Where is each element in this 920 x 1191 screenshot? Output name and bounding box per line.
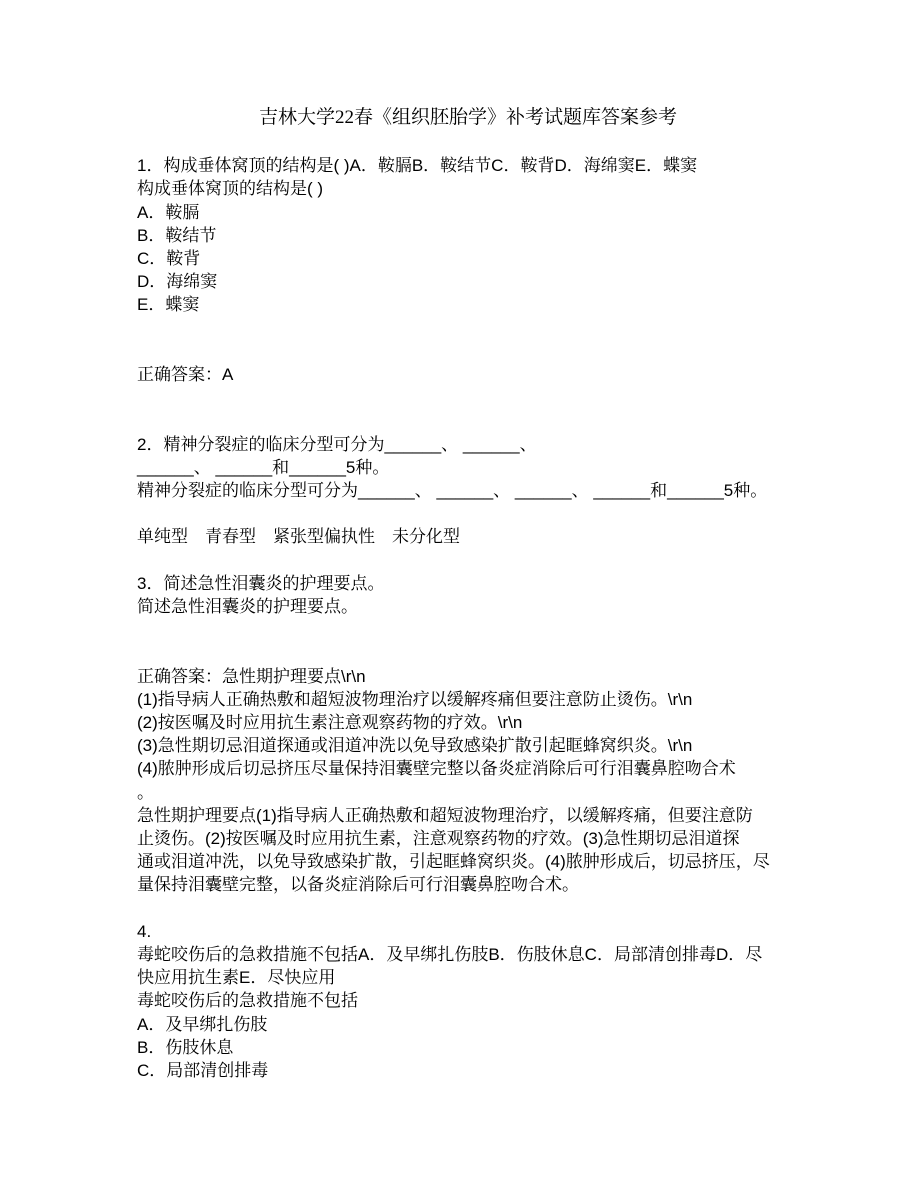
q3-stem: 简述急性泪囊炎的护理要点。: [137, 596, 358, 616]
q3-answer-point-4: (4)脓肿形成后切忌挤压尽量保持泪囊壁完整以备炎症消除后可行泪囊鼻腔吻合术: [137, 759, 736, 779]
q4-combined-line-2: 快应用抗生素E．尽快应用: [137, 968, 336, 988]
q1-option-c: C．鞍背: [137, 249, 201, 268]
q1-correct-answer: 正确答案：A: [137, 364, 234, 384]
q2-stem: 精神分裂症的临床分型可分为______、 ______、 ______、 ______和______5种。: [137, 480, 768, 500]
q3-answer-summary-line-3: 通或泪道冲洗，以免导致感染扩散，引起眶蜂窝织炎。(4)脓肿形成后，切忌挤压，尽: [137, 852, 770, 872]
blank-line: [137, 641, 799, 664]
blank-line: [137, 549, 799, 572]
blank-line: [137, 502, 799, 525]
blank-line: [137, 386, 799, 409]
blank-line: [137, 131, 799, 154]
blank-line: [137, 317, 799, 340]
blank-line: [137, 340, 799, 363]
q1-option-a: A．鞍膈: [137, 202, 200, 222]
q1-combined-line: 1．构成垂体窝顶的结构是( )A．鞍膈B．鞍结节C．鞍背D．海绵窦E．蝶窦: [137, 156, 698, 176]
q3-combined-line: 3．简述急性泪囊炎的护理要点。: [137, 573, 385, 593]
q4-option-b: B．伤肢休息: [137, 1037, 234, 1057]
q1-option-e: E．蝶窦: [137, 295, 200, 315]
q4-option-c: C．局部清创排毒: [137, 1060, 269, 1080]
document-content: [137, 104, 799, 1082]
blank-line: [137, 618, 799, 641]
q3-answer-summary-line-1: 急性期护理要点(1)指导病人正确热敷和超短波物理治疗，以缓解疼痛，但要注意防: [137, 805, 753, 825]
q1-option-d: D．海绵窦: [137, 272, 218, 292]
q4-combined-line-1: 毒蛇咬伤后的急救措施不包括A．及早绑扎伤肢B．伤肢休息C．局部清创排毒D．尽: [137, 944, 763, 964]
q4-stem: 毒蛇咬伤后的急救措施不包括: [137, 991, 358, 1011]
q2-combined-line-1: 2．精神分裂症的临床分型可分为______、 ______、: [137, 434, 537, 454]
q2-correct-answer: 单纯型 青春型 紧张型偏执性 未分化型: [137, 527, 460, 547]
q4-option-a: A．及早绑扎伤肢: [137, 1014, 268, 1034]
document-title: 吉林大学22春《组织胚胎学》补考试题库答案参考: [258, 107, 677, 128]
q3-answer-summary-line-4: 量保持泪囊壁完整，以备炎症消除后可行泪囊鼻腔吻合术。: [137, 875, 579, 895]
q3-answer-point-3: (3)急性期切忌泪道探通或泪道冲洗以免导致感染扩散引起眶蜂窝织炎。\r\n: [137, 736, 693, 756]
q3-answer-point-1: (1)指导病人正确热敷和超短波物理治疗以缓解疼痛但要注意防止烫伤。\r\n: [137, 689, 693, 709]
q1-stem: 构成垂体窝顶的结构是( ): [137, 179, 324, 199]
q3-answer-heading: 正确答案：急性期护理要点\r\n: [137, 666, 366, 686]
q1-option-b: B．鞍结节: [137, 225, 217, 245]
q3-answer-summary-line-2: 止烫伤。(2)按医嘱及时应用抗生素，注意观察药物的疗效。(3)急性期切忌泪道探: [137, 828, 740, 848]
q4-number: 4.: [137, 921, 152, 941]
blank-line: [137, 409, 799, 432]
q3-answer-point-2: (2)按医嘱及时应用抗生素注意观察药物的疗效。\r\n: [137, 712, 523, 732]
q3-answer-point-4-overflow: 。: [137, 782, 154, 802]
q2-combined-line-2: ______、 ______和______5种。: [137, 457, 390, 477]
blank-line: [137, 897, 799, 920]
